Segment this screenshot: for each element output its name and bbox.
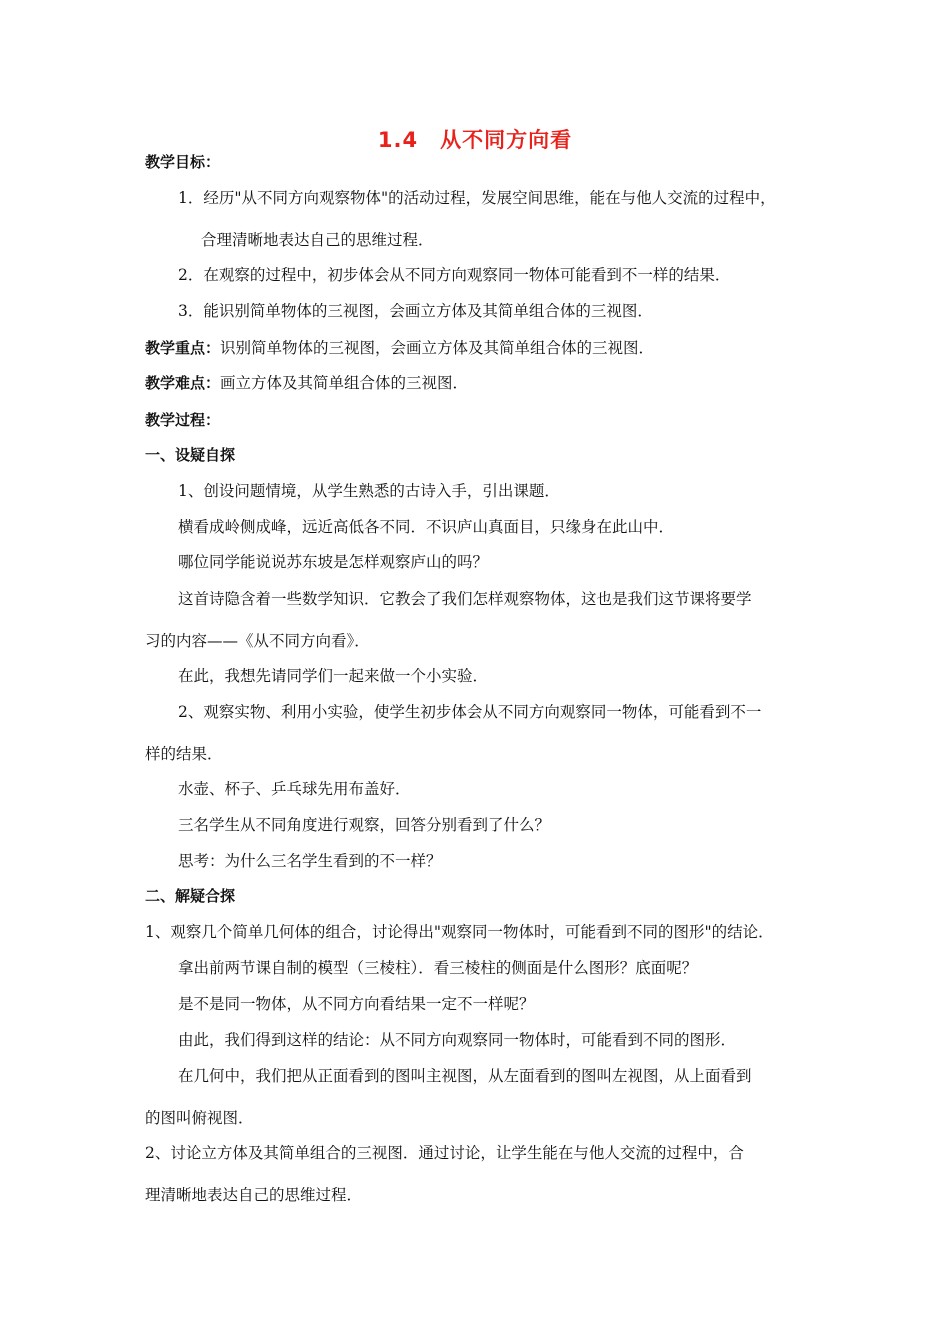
section-1-paragraph: 在此，我想先请同学们一起来做一个小实验． [178, 667, 489, 685]
document-title: 1.4 从不同方向看 [377, 128, 573, 152]
section-1-paragraph: 思考：为什么三名学生看到的不一样？ [178, 852, 442, 870]
key-point [145, 338, 654, 358]
difficulty [145, 373, 468, 393]
section-1-paragraph: 这首诗隐含着一些数学知识．它教会了我们怎样观察物体，这也是我们这节课将要学 [178, 590, 752, 608]
section-1-heading: 一、设疑自探 [145, 446, 236, 464]
section-1-paragraph: 样的结果． [145, 745, 223, 763]
section-2-paragraph: 2、讨论立方体及其简单组合的三视图．通过讨论，让学生能在与他人交流的过程中，合 [145, 1144, 744, 1162]
objective-3: 3．能识别简单物体的三视图，会画立方体及其简单组合体的三视图． [178, 302, 653, 320]
process-heading: 教学过程： [145, 411, 221, 429]
section-2-paragraph: 理清晰地表达自己的思维过程． [145, 1186, 363, 1204]
objective-2: 2．在观察的过程中，初步体会从不同方向观察同一物体可能看到不一样的结果． [178, 266, 731, 284]
section-1-paragraph: 1、创设问题情境，从学生熟悉的古诗入手，引出课题． [178, 482, 560, 500]
section-1-poem: 横看成岭侧成峰，远近高低各不同．不识庐山真面目，只缘身在此山中． [178, 518, 675, 536]
key-point-label: 教学重点： [145, 339, 221, 357]
section-2-paragraph: 拿出前两节课自制的模型（三棱柱）．看三棱柱的侧面是什么图形？底面呢？ [178, 959, 698, 977]
section-2-paragraph: 是不是同一物体，从不同方向看结果一定不一样呢？ [178, 995, 535, 1013]
section-1-paragraph: 2、观察实物、利用小实验，使学生初步体会从不同方向观察同一物体，可能看到不一 [178, 703, 762, 721]
section-2-paragraph: 1、观察几个简单几何体的组合，讨论得出"观察同一物体时，可能看到不同的图形"的结论． [145, 923, 774, 941]
section-2-paragraph: 由此，我们得到这样的结论：从不同方向观察同一物体时，可能看到不同的图形． [178, 1031, 737, 1049]
objective-1-line-2: 合理清晰地表达自己的思维过程． [201, 231, 434, 249]
section-2-heading: 二、解疑合探 [145, 887, 236, 905]
section-1-paragraph: 三名学生从不同角度进行观察，回答分别看到了什么？ [178, 816, 551, 834]
section-2-paragraph: 在几何中，我们把从正面看到的图叫主视图，从左面看到的图叫左视图，从上面看到 [178, 1067, 752, 1085]
objective-1-line-1: 1．经历"从不同方向观察物体"的活动过程，发展空间思维，能在与他人交流的过程中， [178, 189, 776, 207]
objectives-heading: 教学目标： [145, 153, 221, 171]
difficulty-label: 教学难点： [145, 374, 221, 392]
section-1-paragraph: 习的内容——《从不同方向看》． [145, 632, 370, 650]
difficulty-text: 画立方体及其简单组合体的三视图． [220, 374, 469, 392]
section-2-paragraph: 的图叫俯视图． [145, 1109, 254, 1127]
section-1-paragraph: 哪位同学能说说苏东坡是怎样观察庐山的吗？ [178, 553, 489, 571]
section-1-paragraph: 水壶、杯子、乒乓球先用布盖好． [178, 780, 411, 798]
key-point-text: 识别简单物体的三视图，会画立方体及其简单组合体的三视图． [220, 339, 655, 357]
